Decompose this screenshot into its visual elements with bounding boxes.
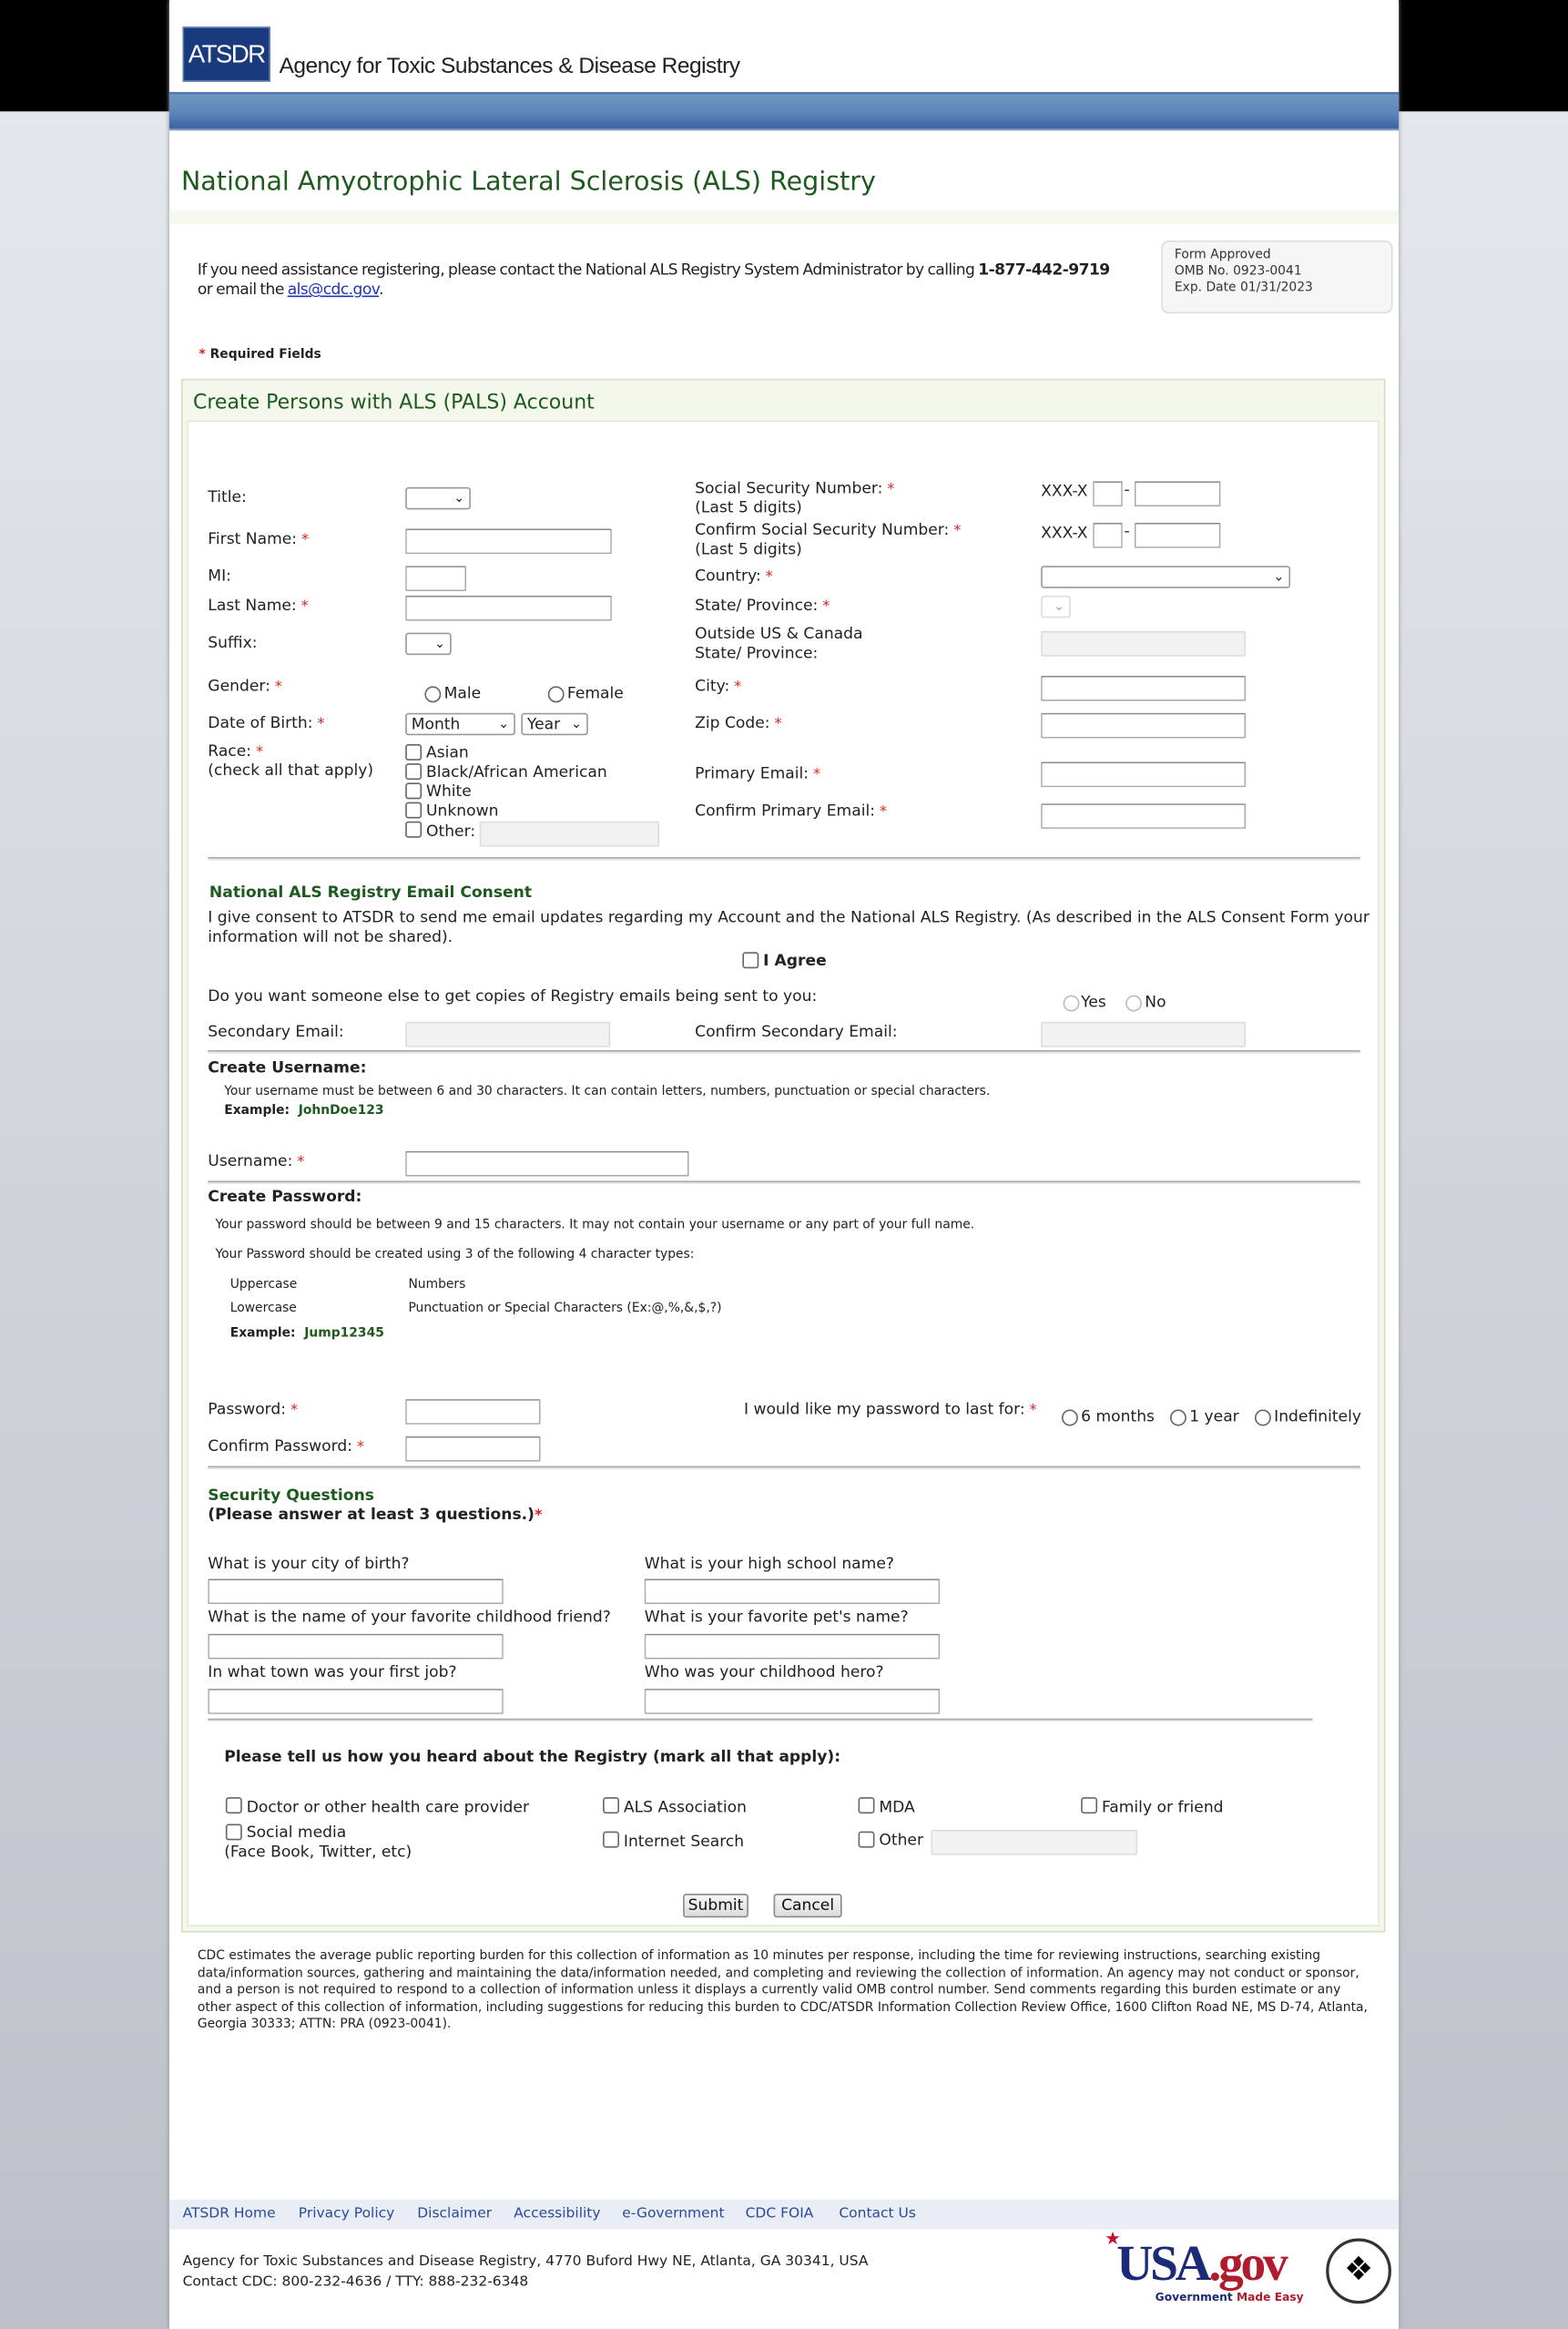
title-strip xyxy=(169,211,1399,225)
country-label: Country: * xyxy=(695,567,773,586)
required-star: * xyxy=(199,347,206,363)
heard-other-checkbox[interactable] xyxy=(859,1832,875,1848)
race-option: Asian xyxy=(426,743,469,762)
confirm-primary-email-label: Confirm Primary Email: * xyxy=(695,802,888,821)
divider xyxy=(208,857,1359,860)
race-label: Race: * (check all that apply) xyxy=(208,742,374,781)
form-title: Create Persons with ALS (PALS) Account xyxy=(192,390,595,414)
security-question: What is your high school name? xyxy=(644,1555,894,1573)
outside-state-label: Outside US & Canada State/ Province: xyxy=(695,625,863,663)
race-unknown-checkbox[interactable] xyxy=(405,802,422,819)
footer-link-egov[interactable]: e-Government xyxy=(622,2205,725,2222)
male-label: Male xyxy=(443,684,482,703)
chevron-down-icon: ⌄ xyxy=(498,717,510,732)
security-title: Security Questions xyxy=(208,1486,374,1505)
mi-label: MI: xyxy=(208,567,231,586)
gender-label: Gender: * xyxy=(208,677,282,696)
omb-number: OMB No. 0923-0041 xyxy=(1174,264,1302,280)
heard-option: Social media (Face Book, Twitter, etc) xyxy=(224,1823,412,1862)
duration-label: 6 months xyxy=(1081,1407,1155,1426)
race-white-checkbox[interactable] xyxy=(405,782,422,799)
no-label: No xyxy=(1145,993,1166,1012)
assistance-phone: 1-877-442-9719 xyxy=(978,261,1110,280)
last-name-label: Last Name: * xyxy=(208,597,309,616)
divider xyxy=(208,1050,1359,1053)
username-example: Example: JohnDoe123 xyxy=(224,1103,384,1119)
username-rule: Your username must be between 6 and 30 characters. It can contain letters, numbers, punctuation or special characters. xyxy=(224,1084,991,1099)
state-select[interactable] xyxy=(1041,596,1071,618)
footer-address: Agency for Toxic Substances and Disease Registry, 4770 Buford Hwy NE, Atlanta, GA 30341, USA Contact CDC: 800-232-4636 / TTY: 888-232-6348 xyxy=(182,2252,869,2291)
consent-title: National ALS Registry Email Consent xyxy=(209,884,533,902)
security-answer-input[interactable] xyxy=(208,1634,504,1660)
race-option: Unknown xyxy=(426,802,499,821)
race-other-input[interactable] xyxy=(480,822,659,847)
username-input[interactable] xyxy=(405,1151,688,1177)
gender-male-radio[interactable] xyxy=(424,686,441,702)
race-other-checkbox[interactable] xyxy=(405,822,422,838)
confirm-secondary-email-label: Confirm Secondary Email: xyxy=(695,1023,898,1042)
agency-name: Agency for Toxic Substances & Disease Registry xyxy=(279,53,740,79)
security-question: What is the name of your favorite childhood friend? xyxy=(208,1609,611,1627)
password-title: Create Password: xyxy=(208,1188,362,1207)
char-type: Uppercase xyxy=(229,1277,298,1292)
password-label: Password: * xyxy=(208,1400,299,1419)
copies-no-radio[interactable] xyxy=(1125,996,1142,1012)
dob-label: Date of Birth: * xyxy=(208,714,325,732)
confirm-ssn-label: Confirm Social Security Number: * (Last 5 digits) xyxy=(695,521,962,559)
title-select[interactable] xyxy=(405,487,471,509)
ssn-dash: - xyxy=(1124,481,1130,499)
confirm-password-input[interactable] xyxy=(405,1436,540,1462)
password-rule2: Your Password should be created using 3 of the following 4 character types: xyxy=(215,1247,695,1263)
password-input[interactable] xyxy=(405,1399,540,1425)
exp-date: Exp. Date 01/31/2023 xyxy=(1174,281,1313,296)
first-name-label: First Name: * xyxy=(208,530,310,548)
ssn-digit-input[interactable] xyxy=(1093,481,1123,506)
secondary-email-input[interactable] xyxy=(405,1022,610,1047)
duration-1-year-radio[interactable] xyxy=(1170,1410,1186,1426)
atsdr-logo[interactable]: ATSDR xyxy=(183,26,270,81)
secondary-email-label: Secondary Email: xyxy=(208,1023,344,1042)
duration-label: Indefinitely xyxy=(1274,1407,1361,1426)
consent-agree-checkbox[interactable] xyxy=(742,952,759,968)
primary-email-input[interactable] xyxy=(1041,762,1246,788)
yes-label: Yes xyxy=(1081,993,1106,1012)
agree-label: I Agree xyxy=(763,952,827,970)
zip-input[interactable] xyxy=(1041,713,1246,739)
heard-option: MDA xyxy=(879,1798,915,1817)
divider xyxy=(208,1719,1312,1721)
confirm-ssn-dash: - xyxy=(1124,523,1130,541)
period: . xyxy=(379,281,383,299)
last-name-input[interactable] xyxy=(405,596,612,621)
consent-text: I give consent to ATSDR to send me email updates regarding my Account and the National ALS Registry. (As described in the ALS Consent Form your information will not be shared). xyxy=(208,908,1369,946)
duration-6-months-radio[interactable] xyxy=(1062,1410,1078,1426)
form-approved: Form Approved xyxy=(1174,248,1271,263)
chevron-down-icon: ⌄ xyxy=(1273,570,1285,586)
divider xyxy=(208,1466,1359,1469)
confirm-secondary-email-input[interactable] xyxy=(1041,1022,1246,1047)
city-input[interactable] xyxy=(1041,676,1246,701)
chevron-down-icon: ⌄ xyxy=(453,491,465,507)
chevron-down-icon: ⌄ xyxy=(1053,599,1065,616)
heard-title: Please tell us how you heard about the Registry (mark all that apply): xyxy=(224,1748,841,1766)
title-label: Title: xyxy=(208,488,247,507)
form-approved-box xyxy=(1161,240,1392,313)
ssn-label: Social Security Number: * (Last 5 digits) xyxy=(695,479,895,517)
copies-question: Do you want someone else to get copies of Registry emails being sent to you: xyxy=(208,987,818,1006)
heard-other-input[interactable] xyxy=(931,1830,1137,1855)
mi-input[interactable] xyxy=(405,566,466,591)
assistance-line1: If you need assistance registering, please contact the National ALS Registry System Administrator by calling xyxy=(197,261,979,280)
heard-doctor-checkbox[interactable] xyxy=(226,1797,242,1813)
blue-banner xyxy=(169,92,1399,130)
page-title: National Amyotrophic Lateral Sclerosis (ALS) Registry xyxy=(180,168,876,198)
dob-year-select[interactable]: Year ⌄ xyxy=(521,713,587,735)
char-type: Lowercase xyxy=(229,1301,297,1316)
footer-link-contact[interactable]: Contact Us xyxy=(839,2205,916,2222)
required-note xyxy=(199,348,321,364)
required-note-text: Required Fields xyxy=(209,347,321,363)
email-link[interactable]: als@cdc.gov xyxy=(287,281,380,299)
heard-als-association-checkbox[interactable] xyxy=(603,1797,619,1813)
state-label: State/ Province: * xyxy=(695,597,830,616)
chevron-down-icon: ⌄ xyxy=(570,717,583,732)
first-name-input[interactable] xyxy=(405,529,612,555)
heard-option: Internet Search xyxy=(623,1833,745,1851)
footer-link-privacy[interactable]: Privacy Policy xyxy=(298,2205,395,2222)
heard-option: Doctor or other health care provider xyxy=(246,1798,530,1817)
char-type: Numbers xyxy=(408,1277,466,1292)
confirm-ssn-digit-input[interactable] xyxy=(1093,523,1123,548)
duration-indefinitely-radio[interactable] xyxy=(1255,1410,1271,1426)
heard-option: Other xyxy=(879,1831,924,1850)
primary-email-label: Primary Email: * xyxy=(695,764,821,783)
footer-link-disclaimer[interactable]: Disclaimer xyxy=(417,2205,493,2222)
gender-female-radio[interactable] xyxy=(548,686,565,702)
race-option: Other: xyxy=(426,822,476,841)
security-question: What is your favorite pet's name? xyxy=(644,1609,909,1627)
assistance-line2: or email the xyxy=(197,281,288,299)
security-answer-input[interactable] xyxy=(208,1689,504,1714)
confirm-ssn-last4-input[interactable] xyxy=(1135,523,1221,548)
country-select[interactable] xyxy=(1041,566,1290,587)
heard-option: ALS Association xyxy=(623,1798,747,1817)
heard-internet-checkbox[interactable] xyxy=(603,1832,619,1848)
race-black-checkbox[interactable] xyxy=(405,763,422,780)
usagov-logo[interactable]: USA.gov ★ Government Made Easy xyxy=(1105,2228,1304,2304)
char-type: Punctuation or Special Characters (Ex:@,%,&,$,?) xyxy=(408,1301,722,1316)
security-subtitle: (Please answer at least 3 questions.)* xyxy=(208,1506,543,1525)
password-rule1: Your password should be between 9 and 15 characters. It may not contain your username or any part of your full name. xyxy=(215,1218,975,1233)
footer-link-accessibility[interactable]: Accessibility xyxy=(514,2205,601,2222)
female-label: Female xyxy=(566,684,624,703)
duration-label: 1 year xyxy=(1189,1407,1239,1426)
suffix-label: Suffix: xyxy=(208,634,258,652)
heard-option: Family or friend xyxy=(1101,1798,1224,1817)
footer-link-atsdr-home[interactable]: ATSDR Home xyxy=(182,2205,276,2222)
heard-mda-checkbox[interactable] xyxy=(859,1797,875,1813)
password-duration-label: I would like my password to last for: * xyxy=(743,1400,1037,1419)
chevron-down-icon: ⌄ xyxy=(433,637,446,652)
outside-state-input[interactable] xyxy=(1041,631,1246,657)
divider xyxy=(208,1180,1359,1183)
race-option: White xyxy=(426,782,472,801)
username-label: Username: * xyxy=(208,1152,305,1170)
security-answer-input[interactable] xyxy=(208,1578,504,1604)
city-label: City: * xyxy=(695,677,742,696)
confirm-password-label: Confirm Password: * xyxy=(208,1437,365,1456)
race-option: Black/African American xyxy=(426,763,607,781)
burden-statement: CDC estimates the average public reporting burden for this collection of information as 10 minutes per response, including the time for reviewing instructions, searching existing data/information sources, gathering and maintaining the data/information needed, and completing and reviewing the collection of information. An agency may not conduct or sponsor, and a person is not required to respond to a collection of information unless it displays a currently valid OMB control number. Send comments regarding this burden estimate or any other aspect of this collection of information, including suggestions for reducing this burden to CDC/ATSDR Information Collection Review Office, 1600 Clifton Road NE, MS D-74, Atlanta, Georgia 30333; ATTN: PRA (0923-0041). xyxy=(197,1948,1368,2032)
assistance-text xyxy=(198,261,1110,300)
hhs-seal-icon[interactable]: ❖ xyxy=(1326,2238,1391,2303)
ssn-last4-input[interactable] xyxy=(1135,481,1221,506)
zip-label: Zip Code: * xyxy=(695,714,782,732)
username-title: Create Username: xyxy=(208,1058,367,1078)
submit-button[interactable]: Submit xyxy=(683,1894,748,1917)
cancel-button[interactable]: Cancel xyxy=(774,1894,842,1917)
dob-month-select[interactable]: Month ⌄ xyxy=(405,713,515,735)
security-answer-input[interactable] xyxy=(645,1689,941,1714)
confirm-ssn-prefix: XXX-X xyxy=(1041,524,1088,543)
security-answer-input[interactable] xyxy=(645,1578,941,1604)
heard-family-checkbox[interactable] xyxy=(1081,1797,1097,1813)
security-question: Who was your childhood hero? xyxy=(644,1663,884,1681)
confirm-primary-email-input[interactable] xyxy=(1041,803,1246,829)
security-answer-input[interactable] xyxy=(645,1634,941,1660)
security-question: In what town was your first job? xyxy=(208,1663,457,1681)
race-asian-checkbox[interactable] xyxy=(405,744,422,761)
security-question: What is your city of birth? xyxy=(208,1555,410,1573)
ssn-prefix: XXX-X xyxy=(1041,482,1088,501)
password-example: Example: Jump12345 xyxy=(229,1326,384,1342)
copies-yes-radio[interactable] xyxy=(1064,996,1080,1012)
suffix-select[interactable] xyxy=(405,633,452,655)
footer-link-foia[interactable]: CDC FOIA xyxy=(745,2205,814,2222)
